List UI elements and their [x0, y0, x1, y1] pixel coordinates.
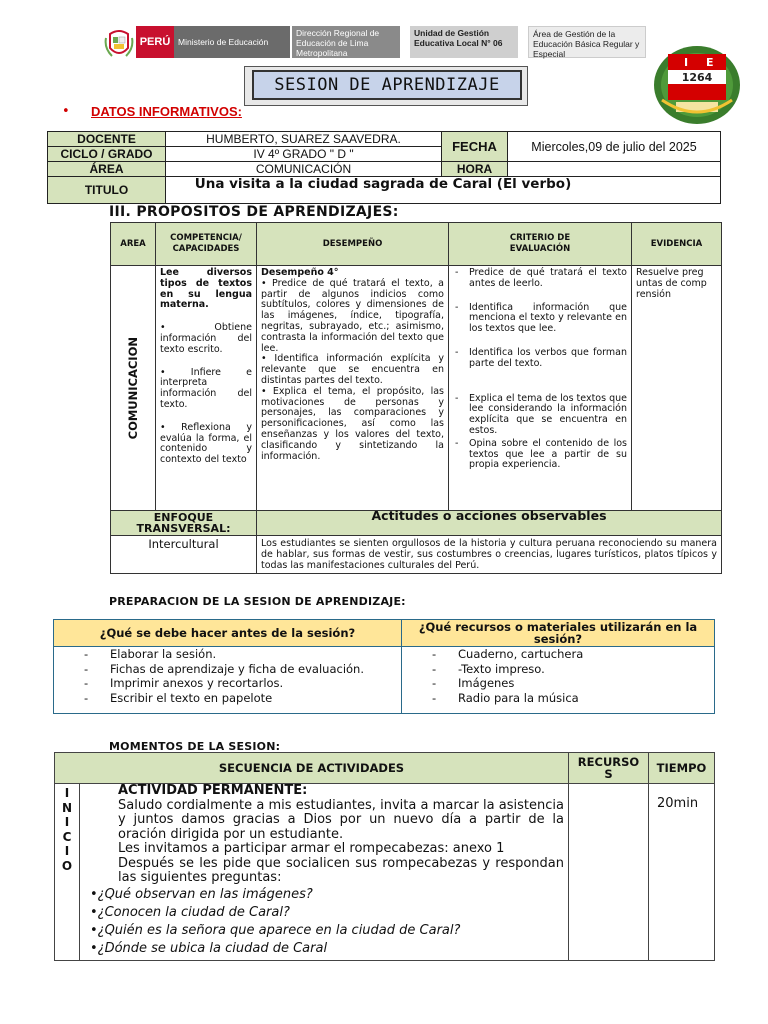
criterio-item: - Identifica los verbos que forman parte del texto.: [453, 348, 627, 370]
area-label: ÁREA: [48, 162, 166, 177]
peru-shield-icon: [100, 26, 134, 58]
emblem-number: 1264: [681, 71, 713, 84]
titulo-value: Una visita a la ciudad sagrada de Caral (El verbo): [166, 177, 721, 204]
actividad-paragraph: Les invitamos a participar armar el rompecabezas: anexo 1: [118, 841, 505, 856]
recurso-item: - Cuaderno, cartuchera: [432, 647, 710, 662]
col-evidencia: EVIDENCIA: [632, 223, 722, 266]
secuencia-header: SECUENCIA DE ACTIVIDADES: [55, 753, 569, 784]
criterio-item: - Predice de qué tratará el texto antes de leerlo.: [453, 268, 627, 290]
antes-item: - Imprimir anexos y recortarlos.: [84, 676, 397, 691]
actitudes-value: Los estudiantes se sienten orgullosos de la historia y cultura peruana reconociendo su manera de hablar, sus formas de vestir, sus costumbres o creencias, lugares turísticos, platos típicos y todas las manifestaciones culturales del Perú.: [257, 536, 722, 574]
desempeno-title: Desempeño 4°: [261, 267, 339, 278]
capacidad-item: • Obtiene información del texto escrito.: [160, 322, 252, 355]
recurso-item: - Imágenes: [432, 676, 710, 691]
docente-value: HUMBERTO, SUAREZ SAAVEDRA.: [166, 132, 442, 147]
antes-cell: [54, 647, 402, 714]
ciclo-value: IV 4º GRADO " D ": [166, 147, 442, 162]
competencia-cell: [156, 266, 257, 511]
propositos-heading: III. PROPOSITOS DE APRENDIZAJES:: [109, 204, 399, 220]
recursos-header: ¿Qué recursos o materiales utilizarán en la sesión?: [402, 620, 715, 647]
recursos-cell: [402, 647, 715, 714]
col-competencia: COMPETENCIA/ CAPACIDADES: [156, 223, 257, 266]
emblem-letter-e: E: [706, 56, 714, 69]
pregunta-item: •¿Conocen la ciudad de Caral?: [90, 904, 290, 920]
pregunta-item: •¿Dónde se ubica la ciudad de Caral: [90, 940, 328, 956]
col-desempeno: DESEMPEÑO: [257, 223, 449, 266]
tiempo-value: 20min: [649, 784, 715, 961]
datos-title: DATOS INFORMATIVOS:: [91, 104, 242, 119]
enfoque-value: Intercultural: [111, 536, 257, 574]
area-value: COMUNICACIÓN: [166, 162, 442, 177]
tiempo-header: TIEMPO: [649, 753, 715, 784]
inicio-letter: I: [64, 786, 70, 800]
criterio-item: - Explica el tema de los textos que lee considerando la información explícita que se encuentra en estos.: [453, 394, 627, 437]
actividad-paragraph: Saludo cordialmente a mis estudiantes, invita a marcar la asistencia y juntos damos gracias a Dios por un nuevo día a partir de la oración dirigida por un estudiante.: [118, 797, 564, 842]
ministerio-label: Ministerio de Educación: [174, 26, 290, 58]
col-area: AREA: [111, 223, 156, 266]
pregunta-item: •¿Quién es la señora que aparece en la ciudad de Caral?: [90, 922, 461, 938]
peru-label: PERÚ: [136, 26, 174, 58]
desempeno-item: • Predice de qué tratará el texto, a partir de algunos indicios como subtítulos, colores y dimensiones de las imágenes, índice, tipografía, negritas, subrayado, etc.; asimismo, contrasta la información del texto que lee.: [261, 277, 444, 354]
criterio-item: - Identifica información que menciona el texto y relevante en los textos que lee.: [453, 303, 627, 335]
capacidad-item: • Reflexiona y evalúa la forma, el contenido y contexto del texto: [160, 421, 252, 466]
inicio-letter: C: [62, 829, 72, 844]
actividad-paragraph: Después se les pide que socialicen sus rompecabezas y respondan las siguientes preguntas:: [118, 855, 564, 885]
titulo-label: TITULO: [48, 177, 166, 204]
direccion-label: Dirección Regional de Educación de Lima Metropolitana: [292, 26, 400, 58]
momentos-table: [54, 752, 715, 961]
desempeno-item: • Explica el tema, el propósito, las motivaciones de personas y personajes, las comparaciones y personificaciones, así como las enseñanzas y los valores del texto, clasificando y sintetizando la información.: [261, 385, 444, 462]
antes-item: - Elaborar la sesión.: [84, 647, 397, 662]
propositos-table: [110, 222, 722, 574]
ciclo-label: CICLO / GRADO: [48, 147, 166, 162]
datos-bullet: •: [62, 104, 70, 119]
inicio-letter: N: [61, 800, 73, 815]
secuencia-cell: [80, 784, 569, 961]
actividad-title: ACTIVIDAD PERMANENTE:: [118, 783, 308, 798]
inicio-letter: O: [61, 858, 73, 873]
school-emblem-icon: [652, 44, 742, 126]
antes-item: - Fichas de aprendizaje y ficha de evaluación.: [84, 662, 397, 677]
momentos-heading: MOMENTOS DE LA SESION:: [109, 740, 281, 753]
institutional-banner: [100, 22, 648, 62]
fecha-label: FECHA: [442, 132, 508, 162]
antes-header: ¿Qué se debe hacer antes de la sesión?: [54, 620, 402, 647]
hora-value: [508, 162, 721, 177]
preparacion-heading: PREPARACION DE LA SESION DE APRENDIZAJE:: [109, 595, 406, 608]
docente-label: DOCENTE: [48, 132, 166, 147]
area-cell: [111, 266, 156, 511]
enfoque-label: ENFOQUE TRANSVERSAL:: [111, 511, 257, 536]
actitudes-label: Actitudes o acciones observables: [257, 511, 722, 536]
page-title: SESION DE APRENDIZAJE: [252, 70, 522, 100]
emblem-letter-i: I: [684, 56, 689, 69]
criterio-cell: [449, 266, 632, 511]
antes-item: - Escribir el texto en papelote: [84, 691, 397, 706]
info-table: [47, 131, 721, 204]
hora-label: HORA: [442, 162, 508, 177]
preparacion-table: [53, 619, 715, 714]
ugel-label: Unidad de Gestión Educativa Local N° 06: [410, 26, 518, 58]
area-vertical-label: COMUNICACION: [125, 336, 140, 440]
desempeno-cell: [257, 266, 449, 511]
inicio-letter: I: [64, 815, 70, 829]
recursos-value-cell: [569, 784, 649, 961]
pregunta-item: •¿Qué observan en las imágenes?: [90, 886, 313, 902]
criterio-item: - Opina sobre el contenido de los textos que lee a partir de su propia experiencia.: [453, 439, 627, 471]
inicio-letter: I: [64, 844, 70, 858]
area-gestion-label: Área de Gestión de la Educación Básica Regular y Especial: [528, 26, 646, 58]
col-criterio: CRITERIO DE EVALUACIÓN: [449, 223, 632, 266]
capacidad-item: • Infiere e interpreta información del texto.: [160, 366, 252, 410]
fecha-value: Miercoles,09 de julio del 2025: [508, 132, 721, 162]
recurso-item: - -Texto impreso.: [432, 662, 710, 677]
recurso-item: - Radio para la música: [432, 691, 710, 706]
inicio-label: [55, 784, 80, 961]
evidencia-cell: Resuelve preguntas de comprensión: [632, 266, 722, 511]
recursos-col-header: RECURSOS: [569, 753, 649, 784]
desempeno-item: • Identifica información explícita y relevante que se encuentra en distintas partes del texto.: [261, 353, 444, 386]
competencia-title: Lee diversos tipos de textos en su lengua materna.: [160, 267, 252, 311]
